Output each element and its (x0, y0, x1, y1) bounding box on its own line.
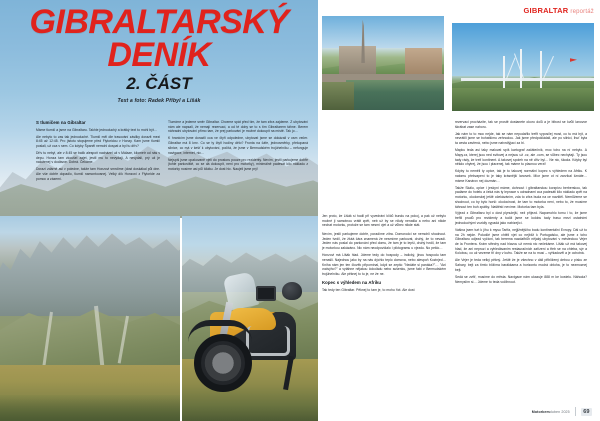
paragraph: Nejspíš jsme opakovaně vjeli do prostoru pouze pro rezidenty. Nevím, jestli parkujeme dobře (tohle parkoviště, co se dá dokoupit, není pro motorky), minimálně padesát kilo nákladu z motorky nosíme asi půl kiláku. Je dost hic. Naujeli jsme prý! (168, 157, 308, 171)
footer-brand-issue: duben 2025 (549, 409, 570, 414)
photo-dry-grass-foreground (0, 365, 180, 421)
photo-foreground-field (452, 88, 594, 111)
photo-rocky-peak (0, 220, 180, 316)
paragraph: Jen proto, že Lišák si hodil při vyvedrání klíčů bundu na pokoj, a pak už nebylo možné ji samotnou vrátit zpět, neb už by se nikdy nenašla a nebo ani nikde nechat motorku, protože se tam nesmí vjet a už vůbec nikde stát. (322, 214, 446, 228)
paragraph: Honzovi má Lišák hlad. Jdeme tedy do hospody – indický, jinou hospodu tam nenašli. Najednou jako by na nás dýchlo teplo domova, nebo alespoň Kozinjed… Kniha nám jen ten člověk připomínal, když se zeptá: "Nedáte si panáka?"… "Ani vodsýho?" a vytáhne nějakou čokoládu nebo sušenku, jsme fakt v Bermudském trojúhelníku. Ale pěknej to tu je, ne že ne. (322, 253, 446, 277)
motorcycle-gps-unit (256, 286, 276, 301)
paragraph: Máme tlumič a jsme na Gibraltaru. Takhle jednoduchý a krátký text to mohl být… (36, 127, 158, 132)
motorcycle-crash-bar (246, 326, 290, 356)
motorcycle-photo (182, 216, 318, 421)
millau-viaduct-photo (452, 23, 594, 111)
photo-river (346, 80, 444, 110)
column-1-heading: S tlumičem na Gibraltar (36, 120, 86, 125)
text-column-1 (36, 120, 160, 184)
photo-bridge-pylon (540, 51, 542, 90)
paragraph: Mapku teda asi taky malovat spíš kartograf začátečník, moc toho na ní nebylo. A Mapy.cz, kterej jsou ned svitovej a nejsou už .cz, ale .com, se vůbec nechytají. Ty jsou tady rády, že trefí kontinent. A takovej spoleh na ně dřív byl… Ne nic, škoda. Kdyby byl někdo chytrej, že jsou i placenej, tak máme tu placnou verzi! (455, 148, 587, 167)
paragraph: Tlumíme a jedeme směr Gibraltar. Chceme spát před tím, že tam zítra zajdeme. Z ubytování nám ale napsali, že nemají rezervaci, a od té doby se to s tím Gibraltarem táhne. Berem náhradní ubytování přímo tam, že prej parkování je možné dokoupit na místě. Tak jo… (168, 120, 308, 134)
paragraph: Kdyby tu neměli ty opice, tak je to takovej normální kopec s výhledem na Afriku. K natomu překvapení to je taky krásnější lanovek. Mior jsme ot ní zarvíkal líznáte… máme Kanárov nej dozmán… (455, 169, 587, 183)
text-column-4 (455, 120, 587, 286)
paragraph: Výjezd z Gibraltaru byl o dost plynulejší, než příjezd. Napomohlo tomu i to, že jsme trefili prudů pro rezidenty a tudíž jsme se kolobu tady trasu mezi ostatními jednoduchými vozidly vypadá jako nabízející. (455, 211, 587, 225)
paragraph: Ale Vejer je teda velký pěkný. Ještě že je všechno v dáli přiblížený debou z písku ze Sahary, bejt za tímto blížíma barákkama a horizontu modrá obloha, je to nezmoznej bejt. (455, 258, 587, 272)
photo-sky (322, 16, 444, 48)
page-number: 69 (581, 408, 592, 416)
photo-bridge-deck (461, 78, 594, 81)
text-column-2 (168, 120, 308, 174)
headline-line-2: DENÍK (107, 36, 211, 75)
paragraph: K hranicím jsme dorazili cca ve čtyři odpoledne, ubytovat jsme se dokázali v osm večer. Gibraltar má 8 km². Co se ty čtyři hodiny dělo? Fronta na čáře, jednosměrky, překopaná silnice, co má v kešť k ubytování, počítá, že jsme v Bermudském trojúhelníku – nefunguje navigace, internet, nic… (168, 136, 308, 155)
footer-divider (575, 407, 576, 416)
headline-block (0, 3, 318, 105)
paragraph: rezervaci procházíte, tak se prostě dostanete okoro dolů a je blbost se kvůli lanovce škrábat zase nahoru. (455, 120, 587, 129)
photo-bridge-pylon (503, 56, 505, 89)
headline-line-1: GIBRALTARSKÝ (29, 3, 289, 41)
paragraph: Jak nám to to moc nejde, tak se nám nepodařilo trefit vyposílej most, co tu má být, a nevrátili jsme se bohatšímu zehnodou. Jak jsme předpokládali, ale po silnici, lhuť byla ta cesta zavřená, nebo jsme natvrdlýjací za bi. (455, 131, 587, 146)
section-tag-name: GIBRALTAR (523, 6, 569, 15)
photo-church-building (339, 46, 376, 74)
paragraph: Vašina jsem turt k jihu k mysu Tarifa, nejjižnějšího bodu kontinentální Evropy. Dál už to na 2h nejde. Pokošlé jsme chtěli vjet co nejblíž k Portugalsku, ale jsme z toho Gibraltaru odjezd vyčícní, tak berema nazdařbůh nějaký ubytování v mésteckou Vejer de la Frontera. Krám střechy nad hlavou už nemá nic nečekáme. Lišák už má takovej hlad, že ani nepruzí a vyhledávanim restauračních zařízení a třeb se na chleba, sýr a Kolobou, co už vezeme tří dny v kufru. Takže se na tu musí – vyhladověl a je ochotná. (455, 227, 587, 256)
paragraph: Tak tedy ten Gibraltar. Pěknej to tam je, to mohu říct. Ale dost (322, 287, 415, 292)
page-footer (532, 407, 592, 416)
text-column-3-top (322, 214, 446, 230)
paragraph: Ale nebylo to zas tak jednoduché. Tlumič měl dle trasování zásilky dorazit mezi 8:45 až 12:45. Pro jistotu stopujeme před Flytoridou v Honzy. Kam jsme tlumič poslali, už cca v sem. Co kdyby Španěl nemohl dospat a byl tu dřív? (36, 134, 160, 149)
footer-brand-name: Motorkem (531, 409, 550, 414)
headline-part-label: 2. ČÁST (126, 73, 192, 93)
paragraph: Sedá se zvítř, musíme do města. Navigace nám ukazuje 888 m ke kostelu. Náhoda? Nemyslím si… Jdeme to teda vočihnout. (455, 274, 587, 284)
paragraph: Takže Skálu, opice i jeskyni máme, dohnout i gibraltarskou korzpivu berberskou, tak padáme do hotelu a čeká nás ty lepnace s odradnami cca padesáti kilo nákladu zpět na motorku, okolonskej ještě očekáváním, zda to zítra buda na ce navštěl. Nemůžeme se shodnout, co by bylo horší: okolocinost, že tam to motorka není, nebo to, že musíme táhnout ten buh zpátky. Naštěstí nevíme. Motorka tam byla. (455, 185, 587, 209)
byline: Text a foto: Radek Přibyl a Lišák (117, 98, 201, 105)
photo-riverbank (322, 82, 354, 110)
cathedral-river-town-photo (322, 16, 444, 110)
motorcycle-front-wheel (194, 334, 252, 392)
mountain-landscape-photo (0, 216, 180, 421)
footer-brand (532, 410, 570, 414)
motorcycle-helmet (282, 282, 302, 300)
text-column-3 (322, 232, 446, 295)
section-tag (524, 6, 594, 15)
paragraph: Nevím, jestli parkujeme dobře, poradíme zítra. Domorodci se nemohli shodnout. Jeden tvrdil, že žlutá čára znamená že nesmíme parkovat, druhý, že to nevadí. Jeden nás poslal do parkování před domu, že tam je to lepší, druhý tvrdil, že tam je motorkou zakázáno. Nic nám neodpovídalo i piktogramu u vjezdu. No peklo… (322, 232, 446, 251)
section-tag-kicker: reportáž (570, 9, 594, 15)
photo-sky (452, 23, 594, 76)
column-3-heading: Kopec s výhledem na Afriku (322, 280, 382, 286)
paragraph: Dorazí zdárně asi v poledne, takže tam Honzovi smrdíme (dost doskákal půl dne. Ale vše dobře dopadlo, tlumič namontovanej. Velký dík Honzovi z Flytoride za pomoc a zázemí. (36, 167, 160, 181)
paragraph: Dřív tu nebyl, ale v 8:45 se balík alespoň nacházel už v Málaze, kilometr od nás v depu. Honza tam zkoušel zajet, jestli mu to nevydají. A nevydali, prý už je naloženej v dodávce. Dobrá. Čekáme. (36, 151, 160, 165)
